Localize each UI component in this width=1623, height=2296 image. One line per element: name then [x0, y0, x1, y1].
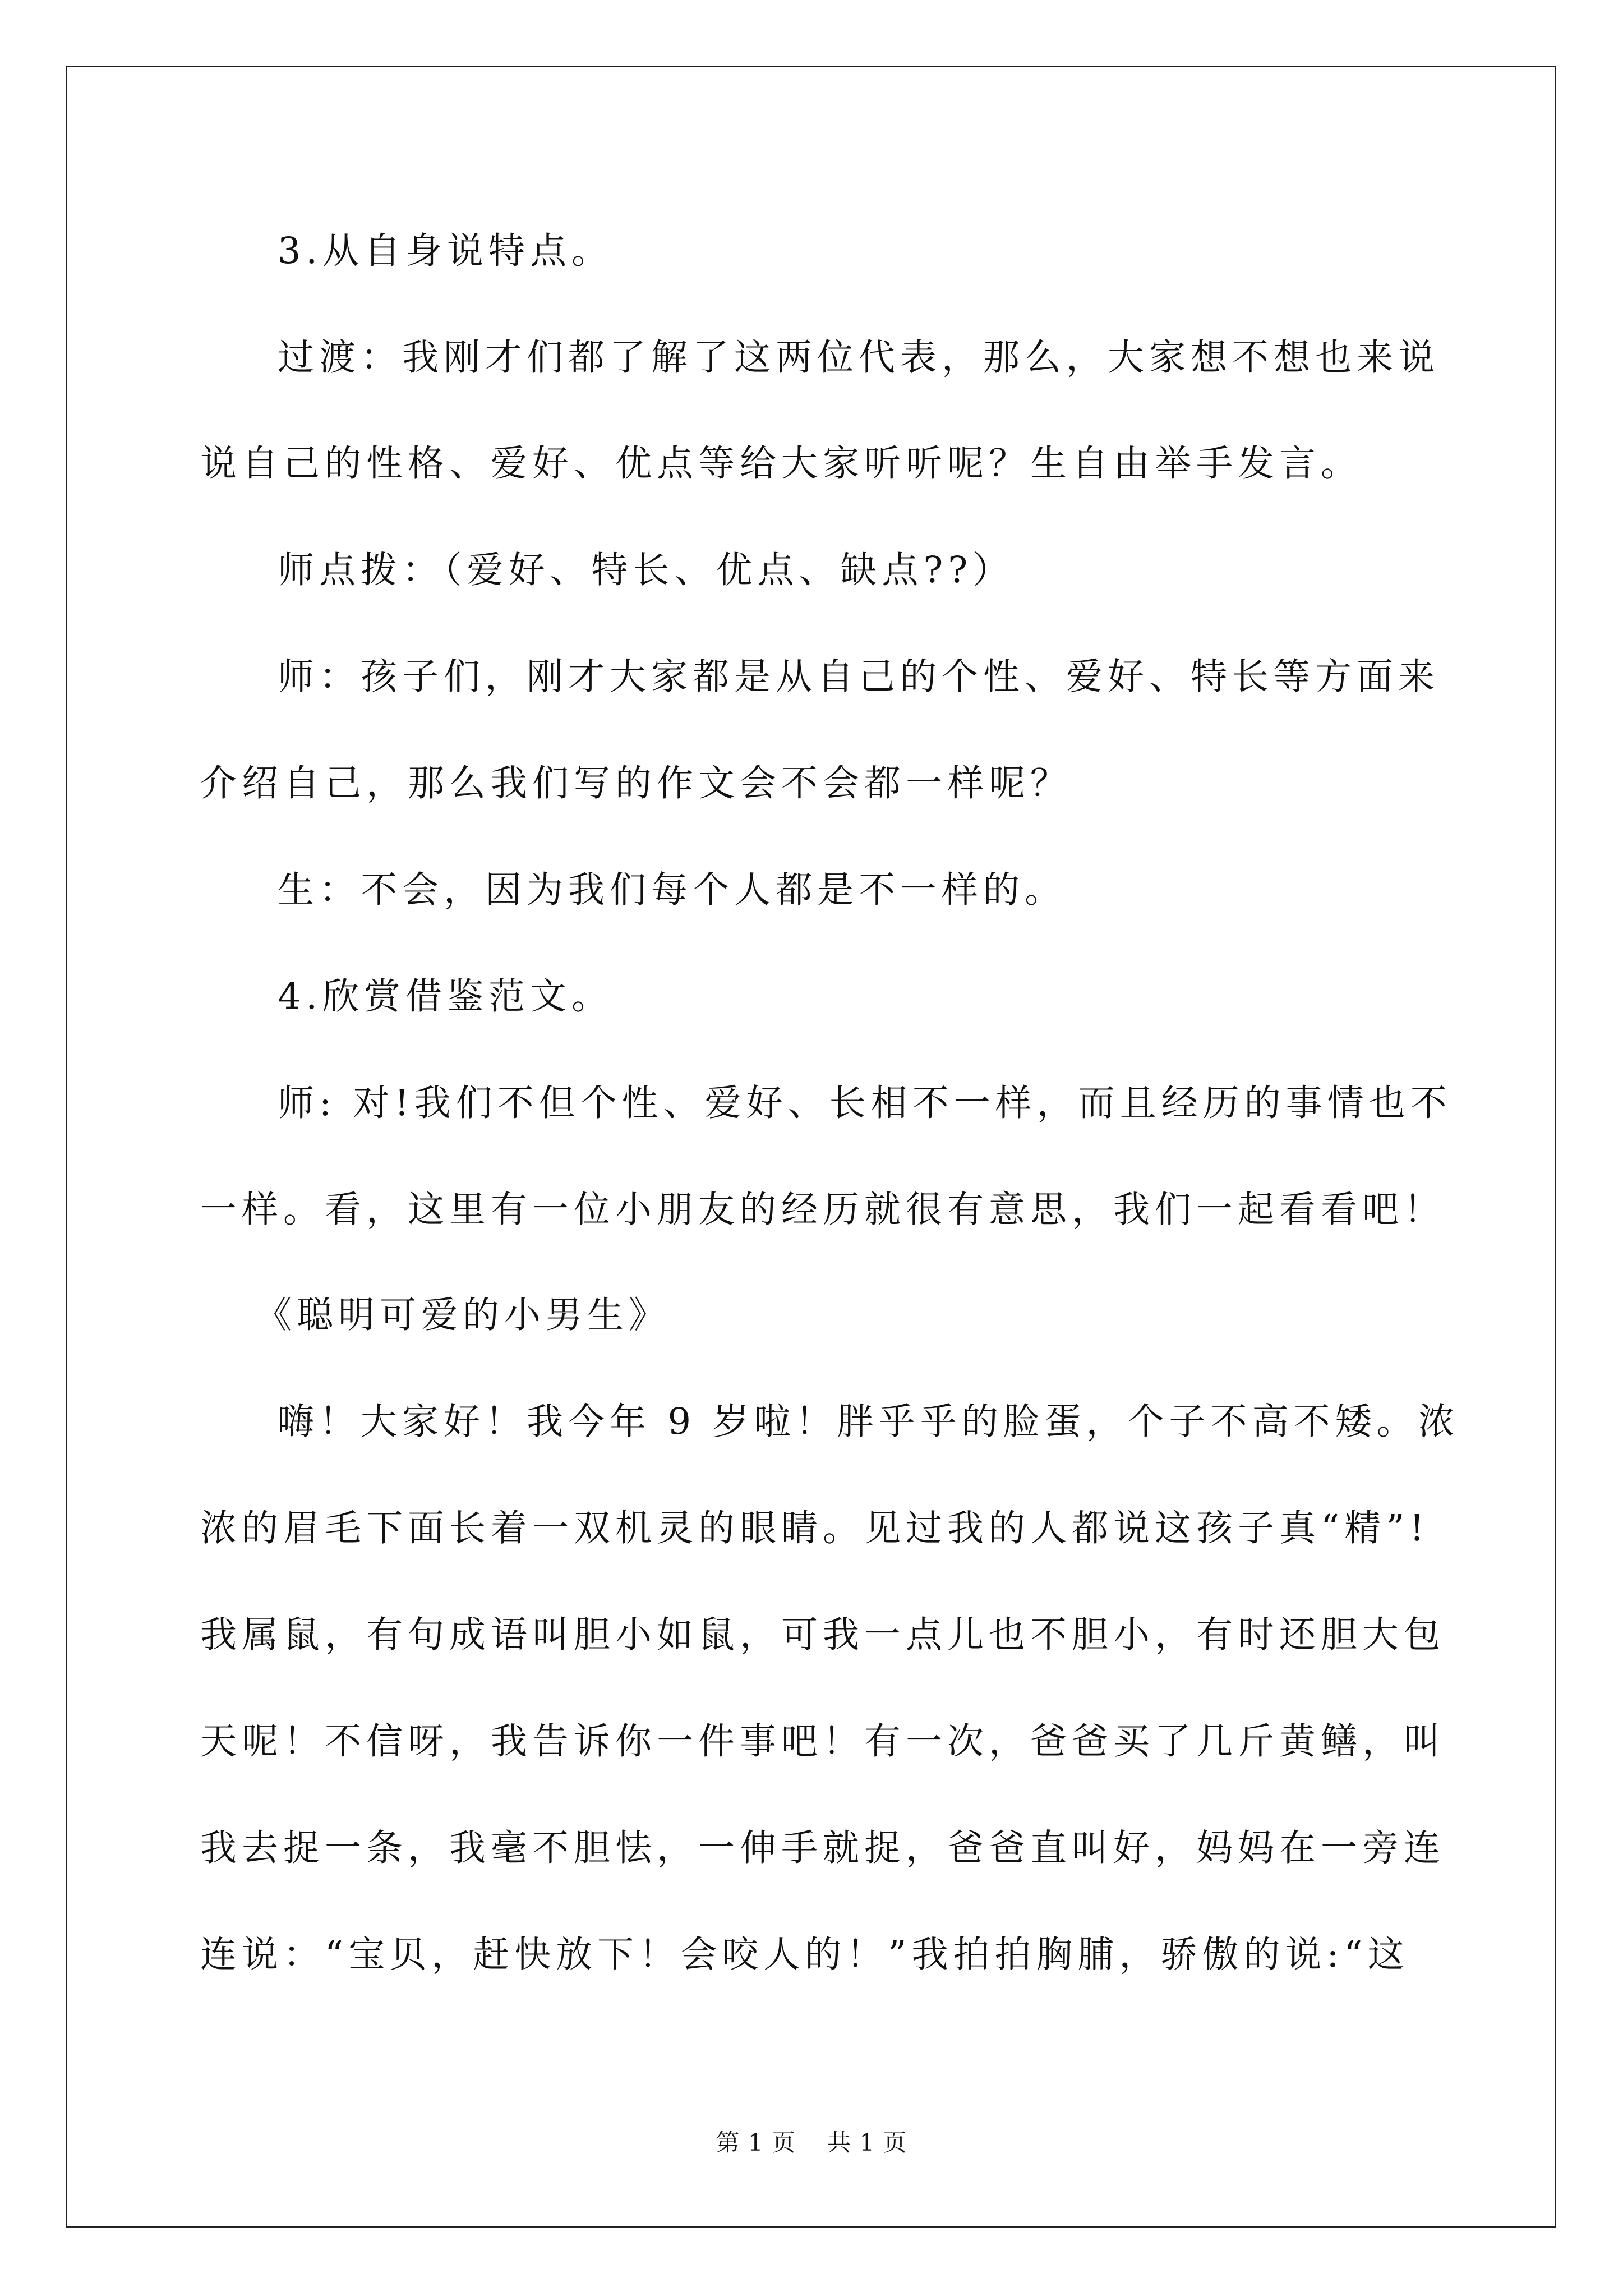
- page-footer: [0, 2129, 1623, 2157]
- text-line-13: 浓的眉毛下面长着一双机灵的眼睛。见过我的人都说这孩子真“精”!: [200, 1507, 1430, 1549]
- text-line-15: 天呢！不信呀，我告诉你一件事吧！有一次，爸爸买了几斤黄鳝，叫: [200, 1720, 1446, 1763]
- text-line-7: 生：不会，因为我们每个人都是不一样的。: [278, 869, 1067, 911]
- text-line-1: 3.从自身说特点。: [278, 230, 614, 272]
- text-line-5: 师：孩子们，刚才大家都是从自己的个性、爱好、特长等方面来: [278, 656, 1440, 698]
- text-line-6: 介绍自己，那么我们写的作文会不会都一样呢？: [200, 762, 1072, 804]
- text-line-3: 说自己的性格、爱好、优点等给大家听听呢？生自由举手发言。: [200, 443, 1363, 485]
- text-line-17: 连说：“宝贝，赶快放下！会咬人的！”我拍拍胸脯，骄傲的说:“这: [200, 1934, 1409, 1976]
- text-line-16: 我去捉一条，我毫不胆怯，一伸手就捉，爸爸直叫好，妈妈在一旁连: [200, 1827, 1446, 1869]
- text-line-4: 师点拨：（爱好、特长、优点、缺点??）: [278, 549, 1015, 591]
- page-border: [66, 66, 1556, 2228]
- text-line-2: 过渡：我刚才们都了解了这两位代表，那么，大家想不想也来说: [278, 337, 1440, 379]
- text-line-12: 嗨！大家好！我今年 9 岁啦！胖乎乎的脸蛋，个子不高不矮。浓: [278, 1401, 1460, 1443]
- text-line-10: 一样。看，这里有一位小朋友的经历就很有意思，我们一起看看吧！: [200, 1189, 1446, 1231]
- text-line-8: 4.欣赏借鉴范文。: [278, 976, 614, 1018]
- text-line-14: 我属鼠，有句成语叫胆小如鼠，可我一点儿也不胆小，有时还胆大包: [200, 1614, 1446, 1656]
- page-total: 共 1 页: [827, 2129, 907, 2156]
- page-number: 第 1 页: [716, 2129, 796, 2156]
- essay-title: 《聪明可爱的小男生》: [255, 1294, 671, 1336]
- text-line-9: 师: 对!我们不但个性、爱好、长相不一样，而且经历的事情也不: [278, 1082, 1452, 1124]
